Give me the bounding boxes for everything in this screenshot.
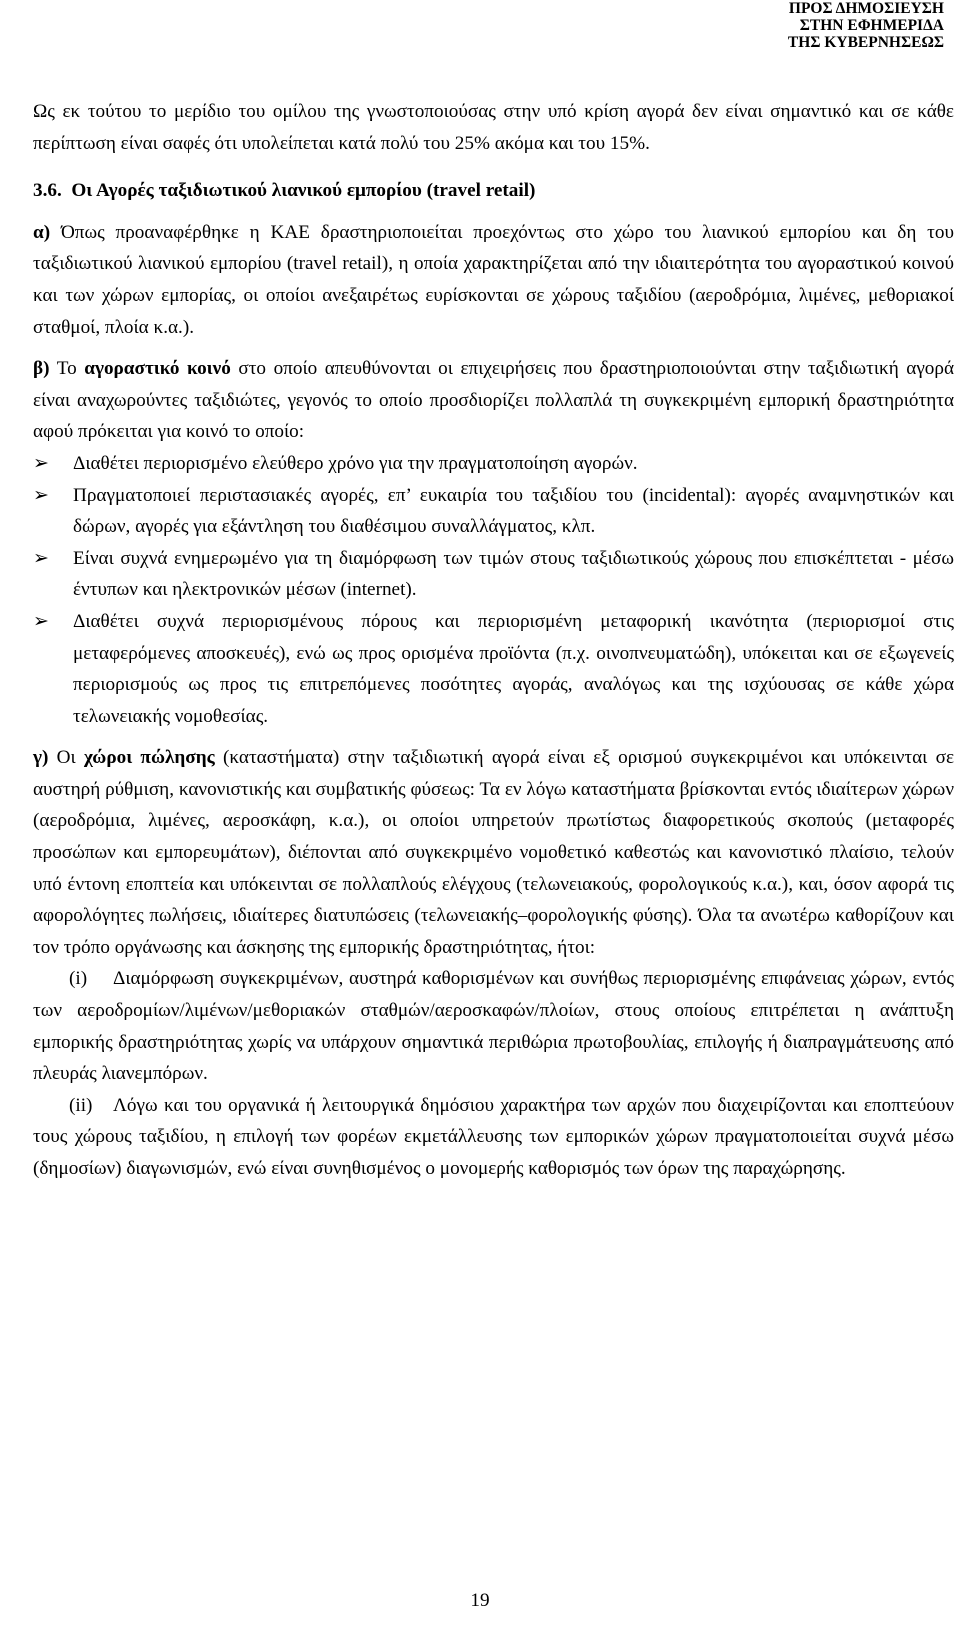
arrow-bullet-icon: ➢	[33, 547, 50, 569]
paragraph-c-label: γ)	[33, 747, 49, 769]
paragraph-a	[33, 217, 954, 343]
stamp-line-1: ΠΡΟΣ ΔΗΜΟΣΙΕΥΣΗ	[788, 0, 944, 17]
document-body	[33, 96, 954, 1185]
bullet-list	[33, 448, 954, 732]
sub-item-ii	[33, 1090, 954, 1185]
list-item: ➢ Διαθέτει συχνά περιορισμένους πόρους και περιορισμένη μεταφορική ικανότητα (περιορισμοί στις μεταφερόμενες αποσκευές), ενώ ως προς ορισμένα προϊόντα (π.χ. οινοπνευματώδη), υπόκειται και σε εξωγενείς περιορισμούς ως προς τις επιτρεπόμενες ποσότητες αγοράς, αναλόγως και της ισχύουσας σε κάθε χώρα τελωνειακής νομοθεσίας.	[33, 606, 954, 732]
paragraph-b-emphasis: αγοραστικό κοινό	[84, 358, 231, 380]
section-number: 3.6.	[33, 180, 62, 202]
stamp-line-3: ΤΗΣ ΚΥΒΕΡΝΗΣΕΩΣ	[787, 34, 944, 51]
intro-paragraph: Ως εκ τούτου το μερίδιο του ομίλου της γνωστοποιούσας στην υπό κρίση αγορά δεν είναι σημαντικό και σε κάθε περίπτωση είναι σαφές ότι υπολείπεται κατά πολύ του 25% ακόμα και του 15%.	[33, 101, 954, 154]
arrow-bullet-icon: ➢	[33, 484, 50, 506]
list-item: ➢ Πραγματοποιεί περιστασιακές αγορές, επ’ ευκαιρία του ταξιδίου του (incidental): αγορές αναμνηστικών και δώρων, αγορές για εξάντληση του διαθέσιμου συναλλάγματος, κλπ.	[33, 480, 954, 543]
paragraph-b-text-before: Το	[56, 358, 77, 380]
page-number: 19	[470, 1590, 490, 1611]
paragraph-c-text-after: (καταστήματα) στην ταξιδιωτική αγορά είναι εξ ορισμού συγκεκριμένοι και υπόκεινται σε αυστηρή ρύθμιση, κανονιστικής και συμβατικής φύσεως: Τα εν λόγω καταστήματα βρίσκονται εντός ιδιαίτερων χώρων (αεροδρόμια, λιμένες, αεροσκάφη, κ.α.), οι οποίοι υπηρετούν πρωτίστως διαφορετικούς σκοπούς (μεταφορές προσώπων και εμπορευμάτων), διέπονται από συγκεκριμένο νομοθετικό καθεστώς και κανονιστικό πλαίσιο, τελούν υπό έντονη εποπτεία και υπόκεινται σε πολλαπλούς ελέγχους (τελωνειακούς, φορολογικούς κ.α.), και, όσον αφορά τις αφορολόγητες πωλήσεις, ιδιαίτερες διατυπώσεις (τελωνειακής–φορολογικής φύσης). Όλα τα ανωτέρω καθορίζουν και τον τρόπο οργάνωσης και άσκησης της εμπορικής δραστηριότητας, ήτοι:	[33, 747, 955, 958]
paragraph-b	[33, 353, 954, 448]
paragraph-a-label: α)	[33, 221, 51, 243]
arrow-bullet-icon: ➢	[33, 452, 50, 474]
paragraph-b-text-after: στο οποίο απευθύνονται οι επιχειρήσεις που δραστηριοποιούνται στην ταξιδιωτική αγορά είναι αναχωρούντες ταξιδιώτες, γεγονός το οποίο προσδιορίζει πολλαπλά τη συγκεκριμένη εμπορική δραστηριότητα αφού πρόκειται για κοινό το οποίο:	[33, 358, 955, 443]
sub-item-i	[33, 963, 954, 1089]
paragraph-c-emphasis: χώροι πώλησης	[84, 747, 215, 769]
section-title: Οι Αγορές ταξιδιωτικού λιανικού εμπορίου (travel retail)	[71, 180, 536, 202]
paragraph-a-text: Όπως προαναφέρθηκε η ΚΑΕ δραστηριοποιείται προεχόντως στο χώρο του λιανικού εμπορίου και δη του ταξιδιωτικού λιανικού εμπορίου (travel retail), η οποία χαρακτηρίζεται από την ιδιαιτερότητα του αγοραστικού κοινού και των χώρων εμπορίας, οι οποίοι ανεξαιρέτως ευρίσκονται σε χώρους ταξιδίου (αεροδρόμια, λιμένες, μεθοριακοί σταθμοί, πλοία κ.α.).	[33, 221, 954, 338]
stamp-line-2: ΣΤΗΝ ΕΦΗΜΕΡΙΔΑ	[799, 17, 944, 34]
paragraph-b-label: β)	[33, 358, 50, 380]
publication-stamp	[788, 0, 944, 51]
paragraph-c-text-before: Οι	[56, 747, 76, 769]
section-heading	[33, 175, 954, 207]
list-item: ➢ Είναι συχνά ενημερωμένο για τη διαμόρφωση των τιμών στους ταξιδιωτικούς χώρους που επισκέπτεται - μέσω έντυπων και ηλεκτρονικών μέσων (internet).	[33, 543, 954, 606]
sub-item-marker: (i)	[69, 968, 88, 990]
paragraph-c	[33, 742, 954, 963]
arrow-bullet-icon: ➢	[33, 610, 50, 632]
sub-item-text: Λόγω και του οργανικά ή λειτουργικά δημόσιου χαρακτήρα των αρχών που διαχειρίζονται και εποπτεύουν τους χώρους ταξιδίου, η επιλογή των φορέων εκμετάλλευσης των εμπορικών χώρων πραγματοποιείται συχνά μέσω (δημοσίων) διαγωνισμών, ενώ είναι συνηθισμένος ο μονομερής καθορισμός των όρων της παραχώρησης.	[33, 1094, 954, 1179]
list-item: ➢ Διαθέτει περιορισμένο ελεύθερο χρόνο για την πραγματοποίηση αγορών.	[33, 448, 954, 480]
sub-item-text: Διαμόρφωση συγκεκριμένων, αυστηρά καθορισμένων και συνήθως περιορισμένης επιφάνειας χώρων, εντός των αεροδρομίων/λιμένων/μεθοριακών σταθμών/αεροσκαφών/πλοίων, στους οποίους επιτρέπεται η ανάπτυξη εμπορικής δραστηριότητας χωρίς να υπάρχουν σημαντικά περιθώρια πρωτοβουλίας, επιλογής ή διαπραγμάτευσης από πλευράς λιανεμπόρων.	[33, 968, 954, 1085]
sub-item-marker: (ii)	[69, 1094, 93, 1116]
